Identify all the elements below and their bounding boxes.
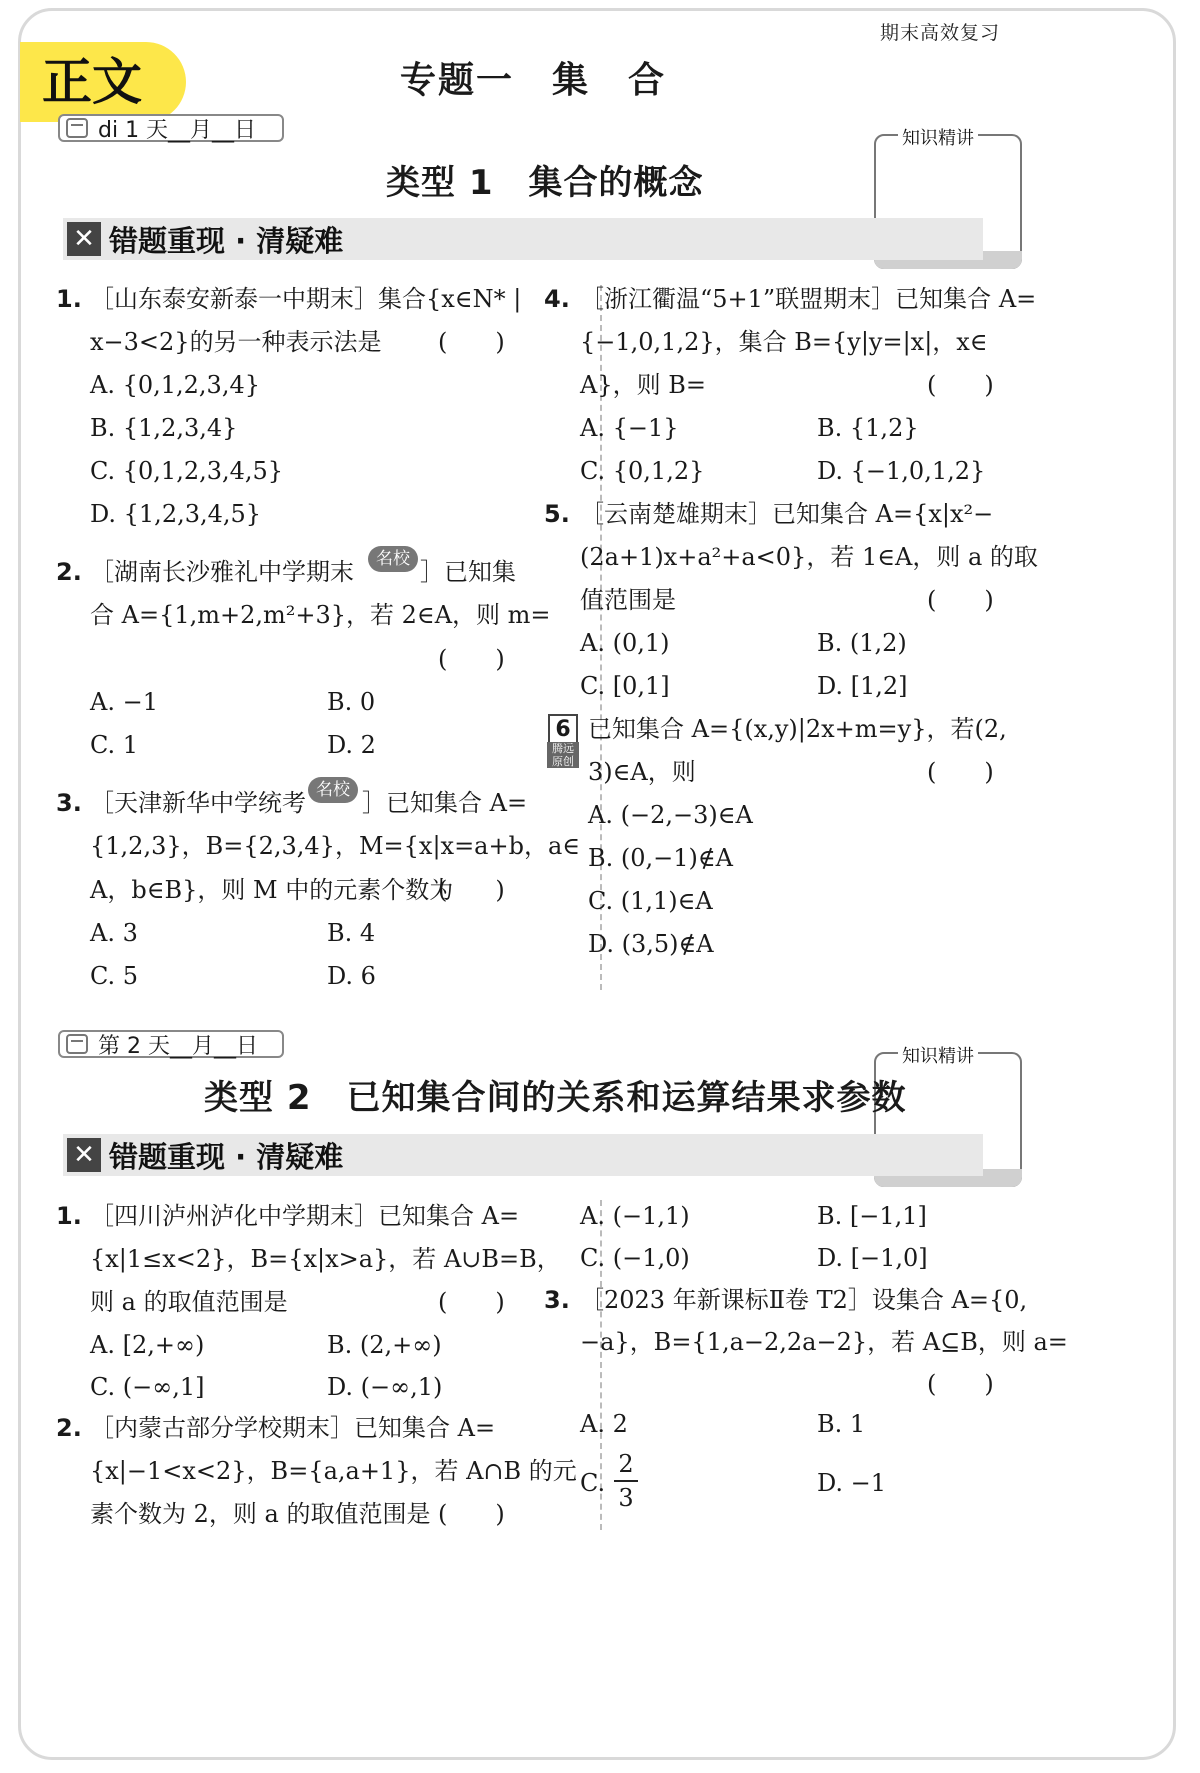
option-b: B. {1,2,3,4} xyxy=(90,414,238,442)
option-d: D. {−1,0,1,2} xyxy=(817,457,986,485)
day2-type-title: 类型 2 已知集合间的关系和运算结果求参数 xyxy=(204,1078,907,1118)
question-number-box: 6 xyxy=(548,714,578,746)
pencil-ruler-icon: ✕ xyxy=(67,222,101,256)
day2-date-box xyxy=(58,1030,284,1058)
option-d: D. (−∞,1) xyxy=(327,1373,443,1401)
question-number: 3. xyxy=(56,789,82,817)
question-text: 合 A={1,m+2,m²+3}，若 2∈A，则 m= xyxy=(90,601,551,629)
option-c: C. (1,1)∈A xyxy=(588,887,713,915)
question-text: ［山东泰安新泰一中期末］集合{x∈N* | xyxy=(90,285,522,313)
question-number: 5. xyxy=(544,500,570,528)
knowledge-label: 知识精讲 xyxy=(898,124,978,150)
option-b: B. (1,2) xyxy=(817,629,907,657)
option-d: D. 2 xyxy=(327,731,376,759)
question-number: 1. xyxy=(56,1202,82,1230)
question-text: ［天津新华中学统考 xyxy=(90,789,306,817)
answer-paren: ( ) xyxy=(438,328,505,356)
calendar-icon xyxy=(66,118,88,138)
option-b: B. 1 xyxy=(817,1410,866,1438)
option-d: D. −1 xyxy=(817,1469,887,1497)
option-c: C. (−1,0) xyxy=(580,1244,690,1272)
question-text: 已知集合 A={(x,y)|2x+m=y}，若(2, xyxy=(588,715,1007,743)
option-c: C. [0,1] xyxy=(580,672,670,700)
original-badge: 腾远原创 xyxy=(547,742,579,768)
calendar-icon xyxy=(66,1034,88,1054)
question-number: 2. xyxy=(56,1414,82,1442)
answer-paren: ( ) xyxy=(438,1500,505,1528)
section-tag: 正文 xyxy=(20,42,186,122)
answer-paren: ( ) xyxy=(438,645,505,673)
day1-date-box xyxy=(58,114,284,142)
day1-label: di 1 天__月__日 xyxy=(98,117,257,143)
option-c: C. 5 xyxy=(90,962,139,990)
topic-title: 专题一 集 合 xyxy=(400,60,667,101)
question-text: 3)∈A，则 xyxy=(588,758,696,786)
answer-paren: ( ) xyxy=(927,586,994,614)
question-text: ［2023 年新课标Ⅱ卷 T2］设集合 A={0, xyxy=(580,1286,1028,1314)
question-text: 则 a 的取值范围是 xyxy=(90,1288,288,1316)
question-text: −a}，B={1,a−2,2a−2}，若 A⊆B，则 a= xyxy=(580,1328,1068,1356)
option-b: B. (2,+∞) xyxy=(327,1331,442,1359)
option-d: D. (3,5)∉A xyxy=(588,930,714,958)
section-title: 错题重现 · 清疑难 xyxy=(109,1139,344,1174)
question-text: ［内蒙古部分学校期末］已知集合 A= xyxy=(90,1414,496,1442)
option-d: D. [−1,0] xyxy=(817,1244,928,1272)
option-a: A. {−1} xyxy=(580,414,679,442)
option-c: C. (−∞,1] xyxy=(90,1373,205,1401)
option-a: A. (−1,1) xyxy=(580,1202,690,1230)
answer-paren: ( ) xyxy=(927,371,994,399)
question-text: {x|1≤x<2}，B={x|x>a}，若 A∪B=B， xyxy=(90,1245,561,1273)
option-a: A. {0,1,2,3,4} xyxy=(90,371,260,399)
option-d: D. [1,2] xyxy=(817,672,908,700)
option-b: B. (0,−1)∉A xyxy=(588,844,733,872)
option-b: B. [−1,1] xyxy=(817,1202,927,1230)
option-a: A. −1 xyxy=(90,688,158,716)
question-text: {x|−1<x<2}，B={a,a+1}，若 A∩B 的元 xyxy=(90,1457,577,1485)
question-text: A，b∈B}，则 M 中的元素个数为 xyxy=(90,876,454,904)
famous-school-badge: 名校 xyxy=(368,546,418,572)
option-a: A. (−2,−3)∈A xyxy=(588,801,753,829)
question-number: 1. xyxy=(56,285,82,313)
day2-section-bar xyxy=(63,1134,983,1176)
question-text: ］已知集合 A= xyxy=(362,789,528,817)
question-text: 值范围是 xyxy=(580,586,676,614)
option-a: A. 2 xyxy=(580,1410,628,1438)
option-c-fraction xyxy=(614,1450,638,1512)
question-text: ［四川泸州泸化中学期末］已知集合 A= xyxy=(90,1202,520,1230)
option-b: B. 4 xyxy=(327,919,376,947)
option-b: B. {1,2} xyxy=(817,414,919,442)
day1-section-bar xyxy=(63,218,983,260)
answer-paren: ( ) xyxy=(438,1288,505,1316)
question-text: ［云南楚雄期末］已知集合 A={x|x²− xyxy=(580,500,994,528)
option-c: C. {0,1,2,3,4,5} xyxy=(90,457,284,485)
pencil-ruler-icon: ✕ xyxy=(67,1138,101,1172)
question-text: ［湖南长沙雅礼中学期末 xyxy=(90,558,354,586)
option-c: C. {0,1,2} xyxy=(580,457,705,485)
question-text: ［浙江衢温“5+1”联盟期末］已知集合 A= xyxy=(580,285,1037,313)
question-text: A}，则 B= xyxy=(580,371,706,399)
question-text: 素个数为 2，则 a 的取值范围是 xyxy=(90,1500,431,1528)
question-number: 2. xyxy=(56,558,82,586)
question-text: x−3<2}的另一种表示法是 xyxy=(90,328,382,356)
option-a: A. (0,1) xyxy=(580,629,670,657)
option-c: C. 1 xyxy=(90,731,139,759)
option-a: A. [2,+∞) xyxy=(90,1331,205,1359)
day1-type-title: 类型 1 集合的概念 xyxy=(386,163,704,203)
fraction-numerator: 2 xyxy=(618,1450,634,1478)
answer-paren: ( ) xyxy=(438,876,505,904)
question-text: ］已知集 xyxy=(420,558,516,586)
question-text: (2a+1)x+a²+a<0}，若 1∈A，则 a 的取 xyxy=(580,543,1038,571)
knowledge-label: 知识精讲 xyxy=(898,1042,978,1068)
option-a: A. 3 xyxy=(90,919,138,947)
answer-paren: ( ) xyxy=(927,758,994,786)
option-d: D. {1,2,3,4,5} xyxy=(90,500,262,528)
answer-paren: ( ) xyxy=(927,1370,994,1398)
question-number: 3. xyxy=(544,1286,570,1314)
fraction-denominator: 3 xyxy=(618,1484,634,1512)
day2-label: 第 2 天__月__日 xyxy=(98,1033,258,1059)
brand-text: 期末高效复习 xyxy=(879,22,1000,44)
option-d: D. 6 xyxy=(327,962,376,990)
question-number: 4. xyxy=(544,285,570,313)
famous-school-badge: 名校 xyxy=(308,777,358,803)
option-b: B. 0 xyxy=(327,688,376,716)
option-c-label: C. xyxy=(580,1469,606,1497)
question-text: {−1,0,1,2}，集合 B={y|y=|x|，x∈ xyxy=(580,328,988,356)
question-text: {1,2,3}，B={2,3,4}，M={x|x=a+b，a∈ xyxy=(90,832,581,860)
section-title: 错题重现 · 清疑难 xyxy=(109,223,344,258)
